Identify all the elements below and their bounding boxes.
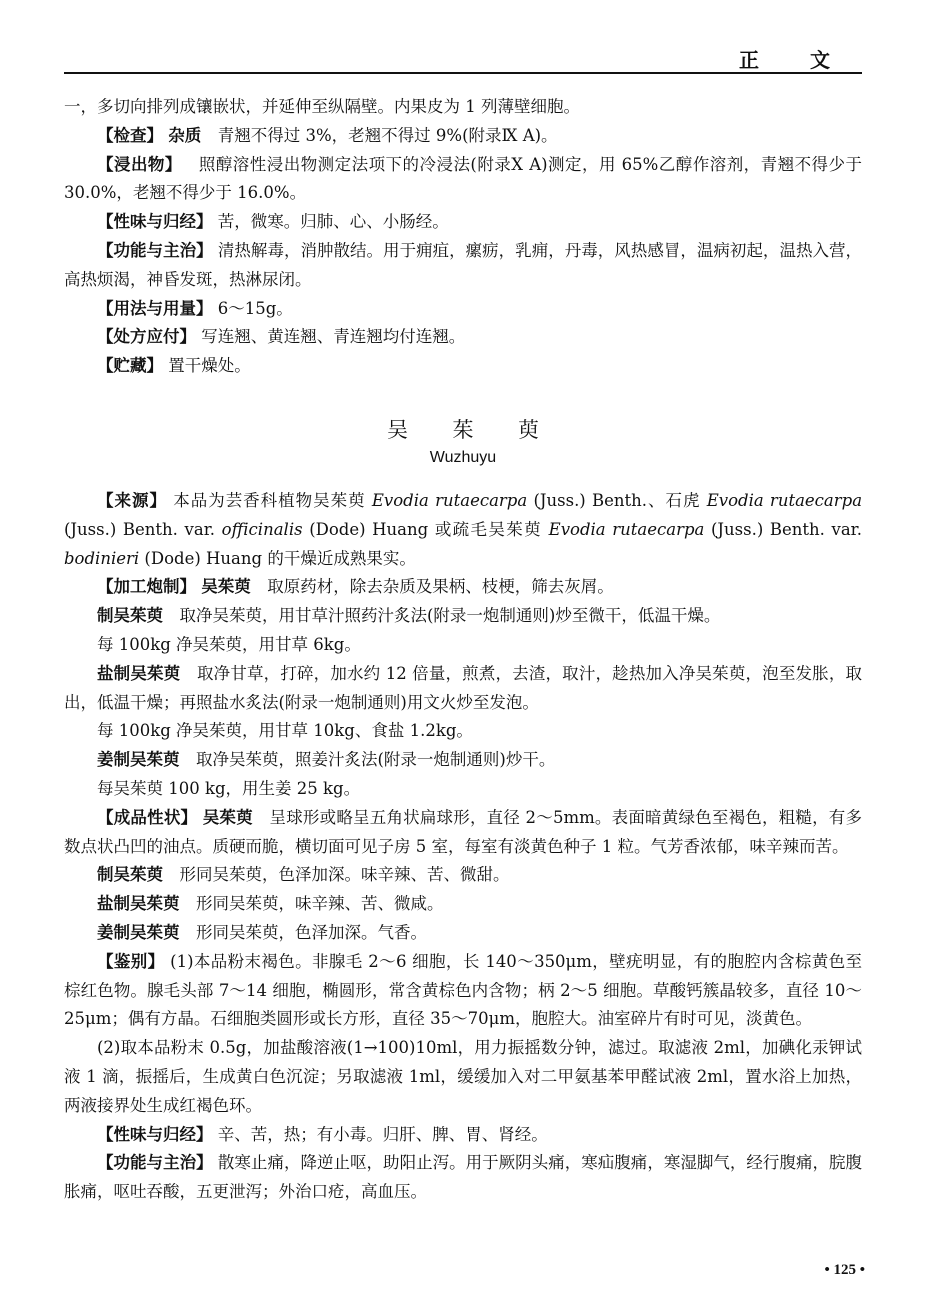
chengpin-sub: 吴茱萸: [202, 807, 253, 827]
gongneng-text: 清热解毒，消肿散结。用于痈疽，瘰疬，乳痈，丹毒，风热感冒，温病初起，温热入营，高热烦渴，神昏发斑，热淋尿闭。: [64, 240, 863, 289]
yan-paragraph: [64, 660, 862, 718]
zhi-paragraph: [64, 602, 862, 631]
jiancha-paragraph: [64, 122, 862, 151]
jiancha-sub: 杂质: [168, 125, 202, 145]
jianbie-paragraph-2: (2)取本品粉末 0.5g，加盐酸溶液(1→100)10ml，用力振摇数分钟，滤过。取滤液 2ml，加碘化汞钾试液 1 滴，振摇后，生成黄白色沉淀；另取滤液 1ml，缓缓加入对二甲氨基苯甲醛试液 2ml，置水浴上加热，两液接界处生成红褐色环。: [64, 1038, 862, 1115]
chufang-text: 写连翘、黄连翘、青连翘均付连翘。: [201, 327, 466, 347]
zhi-ratio: 每 100kg 净吴茱萸，用甘草 6kg。: [97, 634, 361, 654]
chengpin-paragraph: [64, 804, 862, 862]
chengpin-label: 【成品性状】: [97, 807, 198, 827]
running-header: [64, 40, 862, 74]
yongfa-label: 【用法与用量】: [97, 298, 213, 318]
cp-yan-sub: 盐制吴茱萸: [97, 894, 180, 914]
jianbie-label: 【鉴别】: [97, 951, 165, 971]
wzy-gongneng-text: 散寒止痛，降逆止呕，助阳止泻。用于厥阴头痛，寒疝腹痛，寒湿脚气，经行腹痛，脘腹胀痛，呕吐吞酸，五更泄泻；外治口疮，高血压。: [64, 1153, 863, 1202]
section-title: 吴 茱 萸: [387, 417, 558, 442]
jiagong-text: 取原药材，除去杂质及果柄、枝梗，筛去灰屑。: [267, 577, 614, 597]
cp-jiang-text: 形同吴茱萸，色泽加深。气香。: [196, 922, 427, 942]
laiyuan-text-3: (Juss.) Benth. var.: [64, 519, 216, 539]
yongfa-paragraph: [64, 295, 862, 324]
laiyuan-text-4: (Dode) Huang 或疏毛吴茱萸: [309, 519, 543, 539]
jiancha-text: 青翘不得过 3%，老翘不得过 9%(附录Ⅸ A)。: [217, 125, 558, 145]
jiang-paragraph: [64, 746, 862, 775]
yongfa-text: 6～15g。: [217, 298, 293, 318]
wzy-xingwei-paragraph: [64, 1121, 862, 1150]
jinchu-text: 照醇溶性浸出物测定法项下的冷浸法(附录Ⅹ A)测定，用 65%乙醇作溶剂，青翘不得少于 30.0%，老翘不得少于 16.0%。: [64, 154, 863, 203]
jiang-ratio: 每吴茱萸 100 kg，用生姜 25 kg。: [97, 778, 361, 798]
gongneng-label: 【功能与主治】: [97, 240, 213, 260]
chufang-paragraph: [64, 323, 862, 352]
jiang-sub: 姜制吴茱萸: [97, 750, 180, 770]
page-number: • 125 •: [824, 1262, 865, 1278]
jiang-text: 取净吴茱萸，照姜汁炙法(附录一炮制通则)炒干。: [196, 750, 556, 770]
laiyuan-paragraph: [64, 487, 862, 573]
cp-yan-paragraph: [64, 890, 862, 919]
xingwei-paragraph: [64, 208, 862, 237]
zhi-text: 取净吴茱萸，用甘草汁照药汁炙法(附录一炮制通则)炒至微干，低温干燥。: [179, 606, 721, 626]
latin-name-1: Evodia rutaecarpa: [371, 490, 528, 510]
laiyuan-text-2: (Juss.) Benth.、石虎: [533, 490, 701, 510]
xingwei-text: 苦，微寒。归肺、心、小肠经。: [217, 212, 449, 232]
laiyuan-text-5: (Juss.) Benth. var.: [710, 519, 863, 539]
laiyuan-text-1: 本品为芸香科植物吴茱萸: [173, 490, 366, 510]
latin-name-2: Evodia rutaecarpa: [706, 490, 863, 510]
yan-sub: 盐制吴茱萸: [97, 663, 181, 683]
zhucang-text: 置干燥处。: [168, 356, 251, 376]
jinchu-label: 【浸出物】: [97, 154, 182, 174]
zhucang-paragraph: [64, 352, 862, 381]
wzy-gongneng-label: 【功能与主治】: [97, 1153, 213, 1173]
jianbie-text-1: (1)本品粉末褐色。非腺毛 2～6 细胞，长 140～350μm，壁疣明显，有的胞腔内含棕黄色至棕红色物。腺毛头部 7～14 细胞，椭圆形，常含黄棕色内含物；柄 2～5 细胞。草酸钙簇晶较多，直径 10～25μm；偶有方晶。石细胞类圆形或长方形，直径 35～70μm，胞腔大。油室碎片有时可见，淡黄色。: [64, 951, 862, 1029]
wzy-gongneng-paragraph: [64, 1149, 862, 1207]
zhucang-label: 【贮藏】: [97, 356, 163, 376]
cp-zhi-text: 形同吴茱萸，色泽加深。味辛辣、苦、微甜。: [179, 865, 510, 885]
cp-zhi-paragraph: [64, 861, 862, 890]
jiagong-paragraph: [64, 573, 862, 602]
cp-zhi-sub: 制吴茱萸: [97, 865, 163, 885]
jianbie-paragraph-1: [64, 948, 862, 1034]
continued-paragraph: 一，多切向排列成镶嵌状，并延伸至纵隔壁。内果皮为 1 列薄壁细胞。: [64, 97, 580, 116]
laiyuan-text-6: (Dode) Huang 的干燥近成熟果实。: [144, 548, 416, 568]
jinchu-paragraph: [64, 151, 862, 209]
laiyuan-label: 【来源】: [97, 490, 167, 510]
jiancha-label: 【检查】: [97, 125, 163, 145]
page-body: [64, 93, 862, 1207]
yan-text: 取净甘草，打碎，加水约 12 倍量，煎煮，去渣，取汁，趁热加入净吴茱萸，泡至发胀，取出，低温干燥；再照盐水炙法(附录一炮制通则)用文火炒至发泡。: [64, 663, 862, 712]
xingwei-label: 【性味与归经】: [97, 212, 213, 232]
yan-ratio: 每 100kg 净吴茱萸，用甘草 10kg、食盐 1.2kg。: [97, 721, 473, 741]
chengpin-text: 呈球形或略呈五角状扁球形，直径 2～5mm。表面暗黄绿色至褐色，粗糙，有多数点状凸凹的油点。质硬而脆，横切面可见子房 5 室，每室有淡黄色种子 1 粒。气芳香浓郁，味辛辣而苦。: [64, 807, 863, 856]
header-title: 正 文: [739, 48, 852, 72]
gongneng-paragraph: [64, 237, 862, 295]
section-pinyin: Wuzhuyu: [429, 448, 497, 466]
zhi-sub: 制吴茱萸: [97, 606, 163, 626]
cp-yan-text: 形同吴茱萸，味辛辣、苦、微咸。: [196, 894, 444, 914]
wzy-xingwei-text: 辛、苦，热；有小毒。归肝、脾、胃、肾经。: [217, 1124, 548, 1144]
chufang-label: 【处方应付】: [97, 327, 196, 347]
cp-jiang-paragraph: [64, 919, 862, 948]
latin-name-3: officinalis: [221, 519, 303, 539]
jiagong-sub: 吴茱萸: [201, 577, 251, 597]
latin-name-4: Evodia rutaecarpa: [548, 519, 705, 539]
cp-jiang-sub: 姜制吴茱萸: [97, 922, 180, 942]
wzy-xingwei-label: 【性味与归经】: [97, 1124, 213, 1144]
jiagong-label: 【加工炮制】: [97, 577, 196, 597]
latin-name-5: bodinieri: [64, 548, 140, 568]
